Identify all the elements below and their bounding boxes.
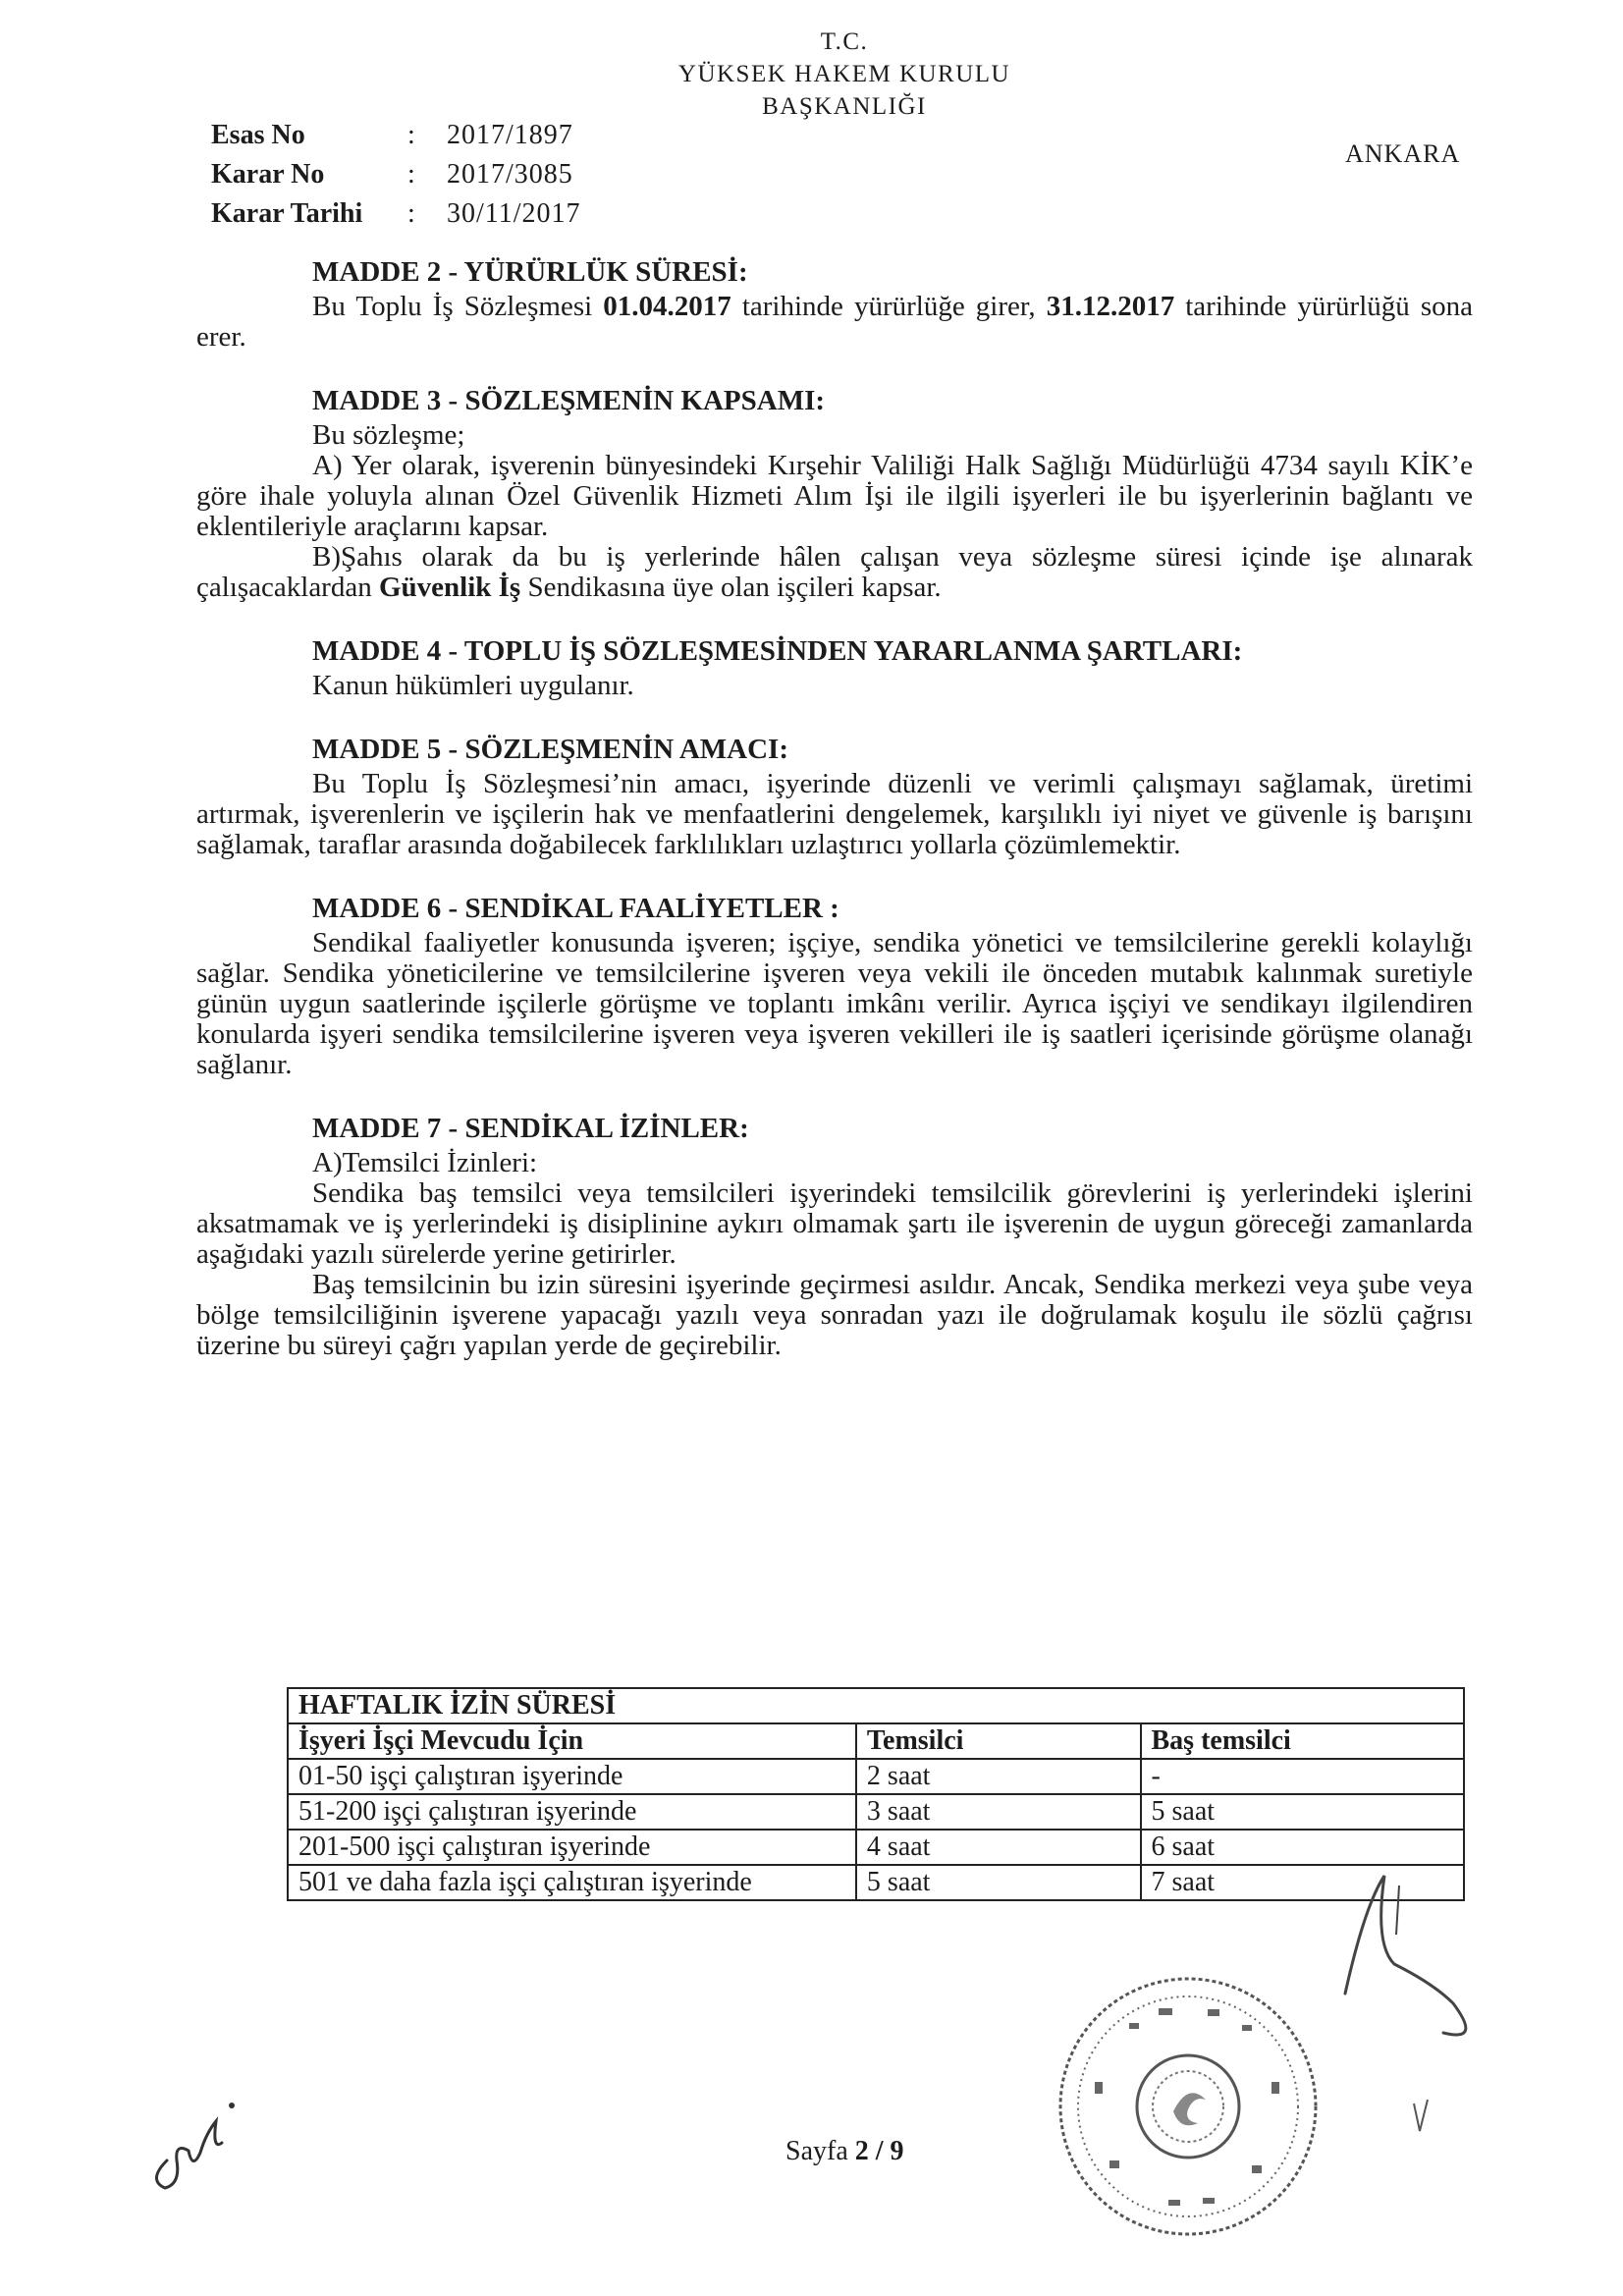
meta-label: Karar Tarihi [211,198,363,229]
article-paragraph: Bu Toplu İş Sözleşmesi’nin amacı, işyerinde düzenli ve verimli çalışmayı sağlamak, üretimi artırmak, işverenlerin ve işçilerin hak ve menfaatlerini dengelemek, karşılıklı iyi niyet ve güvenle iş barışını sağlamak, taraflar arasında doğabilecek farklılıkları uzlaştırıcı yollarla çözümlemektir. [196,768,1473,860]
text-run: Sendikasına üye olan işçileri kapsar. [520,572,942,603]
table-cell: 5 saat [856,1865,1141,1900]
column-header: İşyeri İşçi Mevcudu İçin [288,1723,856,1759]
document-body [196,257,1473,1394]
seal-icon [1041,1964,1335,2249]
institution-header [589,26,1100,123]
text-run: Bu Toplu İş Sözleşmesi [312,291,604,322]
table-row [288,1759,1464,1794]
article-4 [196,636,1473,701]
table-cell: 4 saat [856,1830,1141,1865]
table-row [288,1830,1464,1865]
city-label: ANKARA [1345,139,1461,168]
union-name: Güvenlik İş [378,572,521,603]
meta-row-esas [211,116,581,155]
table-cell: 7 saat [1141,1865,1465,1900]
meta-colon: : [407,159,415,190]
article-heading: MADDE 2 - YÜRÜRLÜK SÜRESİ: [312,256,748,288]
meta-value: 2017/1897 [447,120,573,150]
article-subheading: A)Temsilci İzinleri: [312,1147,538,1178]
article-heading: MADDE 6 - SENDİKAL FAALİYETLER : [312,893,839,924]
article-clause-a: A) Yer olarak, işverenin bünyesindeki Kırşehir Valiliği Halk Sağlığı Müdürlüğü 4734 sayılı KİK’e göre ihale yoluyla alınan Özel Güvenlik Hizmeti Alım İşi ile ilgili işyerleri ile bu işyerlerinin bağlantı ve eklentileriyle araçlarını kapsar. [196,450,1473,542]
article-6 [196,894,1473,1080]
table-row [288,1794,1464,1830]
page-prefix: Sayfa [785,2136,855,2166]
column-header: Baş temsilci [1141,1723,1465,1759]
table-cell: 6 saat [1141,1830,1465,1865]
header-line-court: YÜKSEK HAKEM KURULU [677,61,1011,87]
article-3 [196,386,1473,603]
signature-mark [1325,1846,1522,2156]
table-cell: 01-50 işçi çalıştıran işyerinde [288,1759,856,1794]
meta-row-tarih [211,194,581,234]
article-heading: MADDE 3 - SÖZLEŞMENİN KAPSAMI: [312,385,826,416]
article-2 [196,257,1473,353]
text-run: B)Şahıs olarak da bu iş yerlerinde hâlen çalışan veya sözleşme süresi içinde işe alınarak çalışacaklardan [196,541,1473,603]
signature-mark [137,2082,285,2205]
signature-icon [1325,1846,1522,2151]
table-cell: 2 saat [856,1759,1141,1794]
table-header-row [288,1723,1464,1759]
text-run: tarihinde yürürlüğe girer, [730,291,1047,322]
meta-label: Karar No [211,159,325,190]
article-clause-b [196,542,1473,603]
header-line-office: BAŞKANLIĞI [762,93,927,120]
table-title-row [288,1688,1464,1723]
article-paragraph: Sendikal faaliyetler konusunda işveren; işçiye, sendika yönetici ve temsilcilerine gerekli kolaylığı sağlar. Sendika yöneticilerine ve temsilcilerine işveren veya vekili ile önceden mutabık kalınmak suretiyle günün uygun saatlerinde işçilerle görüşme ve toplantı imkânı verilir. Ayrıca işçiyi ve sendikayı ilgilendiren konularda işyeri sendika temsilcilerine işveren veya işveren vekilleri ile iş saatleri içerisinde görüşme olanağı sağlanır. [196,927,1473,1080]
case-metadata [211,116,581,234]
table-cell: 51-200 işçi çalıştıran işyerinde [288,1794,856,1830]
meta-value: 2017/3085 [447,159,573,190]
article-heading: MADDE 4 - TOPLU İŞ SÖZLEŞMESİNDEN YARARLANMA ŞARTLARI: [312,635,1243,667]
meta-colon: : [407,198,415,229]
article-paragraph: Sendika baş temsilci veya temsilcileri işyerindeki temsilcilik görevlerini iş yerlerindeki işlerini aksatmamak ve iş yerlerindeki iş disiplinine aykırı olmamak şartı ile işverenin de uygun göreceği zamanlarda aşağıdaki yazılı sürelerde yerine getirirler. [196,1177,1473,1270]
meta-row-karar [211,155,581,194]
page-value: 2 / 9 [854,2136,904,2166]
article-paragraph: Kanun hükümleri uygulanır. [312,670,634,701]
official-seal [1041,1964,1335,2254]
table-cell: 201-500 işçi çalıştıran işyerinde [288,1830,856,1865]
table-title: HAFTALIK İZİN SÜRESİ [288,1688,1464,1723]
article-paragraph: Baş temsilcinin bu izin süresini işyerinde geçirmesi asıldır. Ancak, Sendika merkezi veya şube veya bölge temsilciliğinin işverene yapacağı yazılı veya sonradan yazı ile doğrulamak koşulu ile sözlü çağrısı üzerine bu süreyi çağrı yapılan yerde de geçirebilir. [196,1269,1473,1361]
table-cell: 501 ve daha fazla işçi çalıştıran işyerinde [288,1865,856,1900]
article-5 [196,735,1473,860]
article-intro: Bu sözleşme; [312,419,465,451]
table-cell: 3 saat [856,1794,1141,1830]
weekly-leave-table [287,1687,1465,1901]
header-line-tc: T.C. [820,28,869,55]
table-cell: 5 saat [1141,1794,1465,1830]
signature-icon [137,2082,285,2200]
meta-value: 30/11/2017 [447,198,581,229]
start-date: 01.04.2017 [603,291,731,322]
article-7 [196,1114,1473,1361]
text-run: tarihinde yürürlüğü sona erer. [196,291,1473,353]
column-header: Temsilci [856,1723,1141,1759]
article-paragraph [196,292,1473,353]
article-heading: MADDE 5 - SÖZLEŞMENİN AMACI: [312,734,788,765]
end-date: 31.12.2017 [1046,291,1175,322]
meta-colon: : [407,120,415,150]
meta-label: Esas No [211,120,305,150]
page-number [785,2136,904,2167]
table-row [288,1865,1464,1900]
table-cell: - [1141,1759,1465,1794]
article-heading: MADDE 7 - SENDİKAL İZİNLER: [312,1113,749,1144]
